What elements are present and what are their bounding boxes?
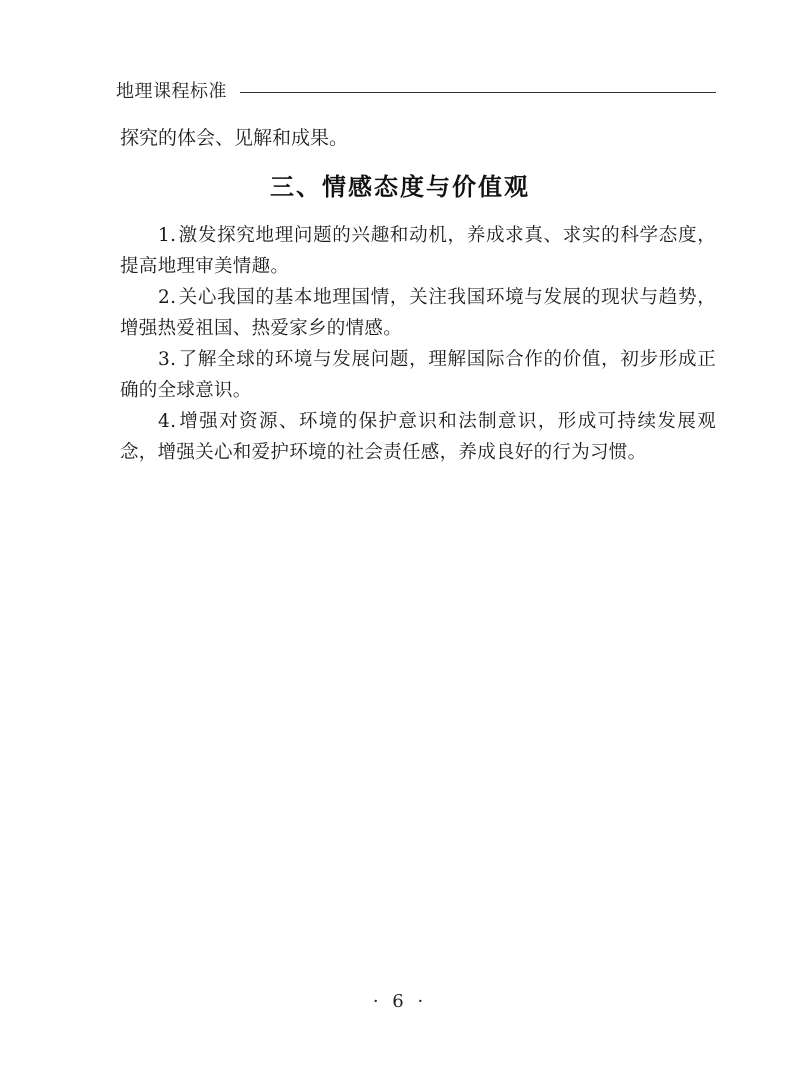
item-text: 增强对资源、环境的保护意识和法制意识，形成可持续发展观念，增强关心和爱护环境的社会责任感，养成良好的行为习惯。 [120,411,716,463]
header-rule [240,92,716,93]
item-text: 激发探究地理问题的兴趣和动机，养成求真、求实的科学态度，提高地理审美情趣。 [120,225,716,277]
list-item [120,344,716,406]
item-number: 2. [158,287,177,308]
objectives-list [120,220,716,468]
continued-paragraph: 探究的体会、见解和成果。 [120,127,349,149]
item-text: 了解全球的环境与发展问题，理解国际合作的价值，初步形成正确的全球意识。 [120,349,716,401]
item-number: 3. [158,349,177,370]
item-number: 4. [158,411,177,432]
running-header-title: 地理课程标准 [116,81,227,102]
list-item [120,406,716,468]
list-item [120,220,716,282]
list-item [120,282,716,344]
page-header [116,80,716,108]
section-heading: 三、情感态度与价值观 [270,173,530,201]
page-number: · 6 · [372,991,428,1012]
item-text: 关心我国的基本地理国情，关注我国环境与发展的现状与趋势，增强热爱祖国、热爱家乡的情感。 [120,287,716,339]
item-number: 1. [158,225,177,246]
